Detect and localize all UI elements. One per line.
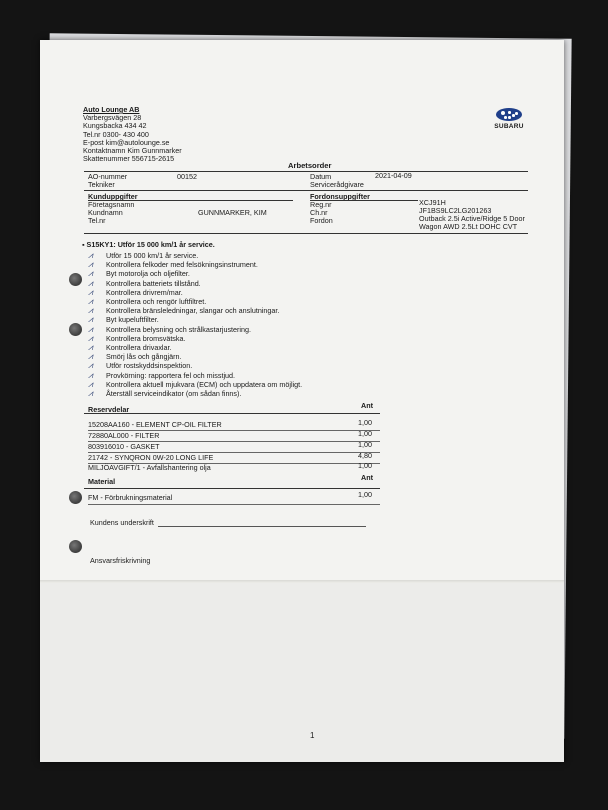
- checklist-item: ⩘ Provkörning: rapportera fel och misstjud.: [88, 369, 236, 380]
- check-mark-icon: ⩘: [88, 351, 93, 362]
- material-qty: 1,00: [358, 490, 372, 499]
- checklist-item: ⩘ Kontrollera aktuell mjukvara (ECM) och uppdatera om möjligt.: [88, 378, 303, 389]
- part-qty: 1,00: [358, 429, 372, 438]
- check-mark-icon: ⩘: [88, 268, 93, 279]
- date-value: 2021-04-09: [375, 171, 412, 180]
- check-mark-icon: ⩘: [88, 277, 93, 288]
- part-qty: 1,00: [358, 440, 372, 449]
- order-divider: [84, 190, 528, 191]
- chassis-number-value: JF1BS9LC2LG201263: [419, 206, 492, 215]
- checklist-item: ⩘ Utför rostskyddsinspektion.: [88, 360, 193, 371]
- part-name: 15208AA160 - ELEMENT CP-OIL FILTER: [88, 420, 222, 429]
- check-mark-icon: ⩘: [88, 342, 93, 353]
- technician-label: Tekniker: [88, 180, 115, 189]
- check-mark-icon: ⩘: [88, 323, 93, 334]
- company-name: Auto Lounge AB: [83, 105, 140, 114]
- punch-hole: [69, 540, 82, 553]
- vehicle-divider: [84, 233, 528, 234]
- company-block: [83, 106, 182, 163]
- vehicle-label: Fordon: [310, 216, 333, 225]
- punch-hole: [69, 273, 82, 286]
- check-mark-icon: ⩘: [88, 296, 93, 307]
- checklist-item: ⩘ Kontrollera bränsleledningar, slangar och anslutningar.: [88, 305, 280, 316]
- reg-number-value: XCJ91H: [419, 198, 446, 207]
- punch-hole: [69, 323, 82, 336]
- date-label: Datum: [310, 172, 332, 181]
- check-mark-icon: ⩘: [88, 388, 93, 399]
- checklist-item: ⩘ Kontrollera batteriets tillstånd.: [88, 277, 201, 288]
- disclaimer-label: Ansvarsfriskrivning: [90, 556, 151, 565]
- chassis-number-label: Ch.nr: [310, 208, 328, 217]
- company-contact: Kontaktnamn Kim Gunnmarker: [83, 146, 182, 156]
- work-order-document: [40, 40, 564, 762]
- page-number: 1: [310, 731, 315, 740]
- customer-phone-label: Tel.nr: [88, 216, 106, 225]
- part-name: MILJÖAVGIFT/1 - Avfallshantering olja: [88, 463, 211, 472]
- title-divider: [84, 171, 528, 172]
- reg-number-label: Reg.nr: [310, 200, 332, 209]
- company-city: Kungsbacka 434 42: [83, 121, 147, 131]
- material-name: FM - Förbrukningsmaterial: [88, 493, 173, 502]
- subaru-logo: [489, 108, 529, 130]
- check-mark-icon: ⩘: [88, 378, 93, 389]
- signature-label: Kundens underskrift: [90, 518, 154, 527]
- part-name: 803916010 - GASKET: [88, 442, 160, 451]
- checklist-item: ⩘ Byt kupeluftfilter.: [88, 314, 159, 325]
- checklist-item: ⩘ Kontrollera drivrem/mar.: [88, 286, 183, 297]
- check-mark-icon: ⩘: [88, 369, 93, 380]
- vehicle-model-value: Outback 2.5i Active/Ridge 5 Door: [419, 214, 525, 223]
- customer-name-label: Kundnamn: [88, 208, 123, 217]
- company-email: E-post kim@autolounge.se: [83, 137, 170, 147]
- service-advisor-label: Servicerådgivare: [310, 180, 364, 189]
- check-mark-icon: ⩘: [88, 250, 93, 260]
- checklist-item: ⩘ Kontrollera drivaxlar.: [88, 342, 172, 353]
- brand-wordmark: SUBARU: [494, 123, 524, 130]
- service-checklist: [88, 251, 378, 398]
- company-phone: Tel.nr 0300- 430 400: [83, 129, 149, 139]
- vehicle-engine-value: Wagon AWD 2.5Lt DOHC CVT: [419, 222, 518, 231]
- customer-name-value: GUNNMARKER, KIM: [198, 208, 267, 217]
- company-address: Varbergsvägen 28: [83, 113, 142, 123]
- part-qty: 1,00: [358, 461, 372, 470]
- service-title: ▪ S15KY1: Utför 15 000 km/1 år service.: [82, 240, 215, 249]
- document-title: Arbetsorder: [288, 161, 332, 170]
- checklist-item: ⩘ Kontrollera felkoder med felsökningsinstrument.: [88, 259, 258, 270]
- lower-fold-panel: [40, 582, 564, 762]
- parts-heading: Reservdelar: [88, 405, 130, 414]
- checklist-item: ⩘ Återställ serviceindikator (om sådan finns).: [88, 388, 242, 399]
- ao-number-value: 00152: [177, 172, 197, 181]
- signature-line: [158, 526, 366, 527]
- checklist-item: ⩘ Utför 15 000 km/1 år service.: [88, 250, 199, 260]
- check-mark-icon: ⩘: [88, 286, 93, 297]
- company-tax-number: Skattenummer 556715-2615: [83, 154, 175, 164]
- part-name: 72880AL000 - FILTER: [88, 431, 160, 440]
- checklist-item: ⩘ Byt motorolja och oljefilter.: [88, 268, 190, 279]
- check-mark-icon: ⩘: [88, 259, 93, 270]
- checklist-item: ⩘ Kontrollera bromsvätska.: [88, 332, 186, 343]
- parts-qty-heading: Ant: [361, 401, 373, 410]
- row-divider: [88, 504, 380, 505]
- check-mark-icon: ⩘: [88, 305, 93, 316]
- vehicle-heading: Fordonsuppgifter: [310, 192, 370, 201]
- company-name-label: Företagsnamn: [88, 200, 135, 209]
- check-mark-icon: ⩘: [88, 314, 93, 325]
- material-qty-heading: Ant: [361, 473, 373, 482]
- part-name: 21742 - SYNQRON 0W-20 LONG LIFE: [88, 453, 214, 462]
- punch-hole: [69, 491, 82, 504]
- ao-number-label: AO-nummer: [88, 172, 128, 181]
- part-qty: 4,80: [358, 451, 372, 460]
- parts-divider: [84, 413, 380, 414]
- material-divider: [84, 488, 380, 489]
- material-heading: Material: [88, 477, 116, 486]
- check-mark-icon: ⩘: [88, 332, 93, 343]
- customer-heading: Kunduppgifter: [88, 192, 138, 201]
- checklist-item: ⩘ Smörj lås och gångjärn.: [88, 351, 182, 362]
- part-qty: 1,00: [358, 418, 372, 427]
- checklist-item: ⩘ Kontrollera belysning och strålkastarjustering.: [88, 323, 252, 334]
- subaru-stars-icon: [496, 108, 522, 121]
- paper-fold: [40, 580, 564, 583]
- checklist-item: ⩘ Kontrollera och rengör luftfiltret.: [88, 296, 207, 307]
- check-mark-icon: ⩘: [88, 360, 93, 371]
